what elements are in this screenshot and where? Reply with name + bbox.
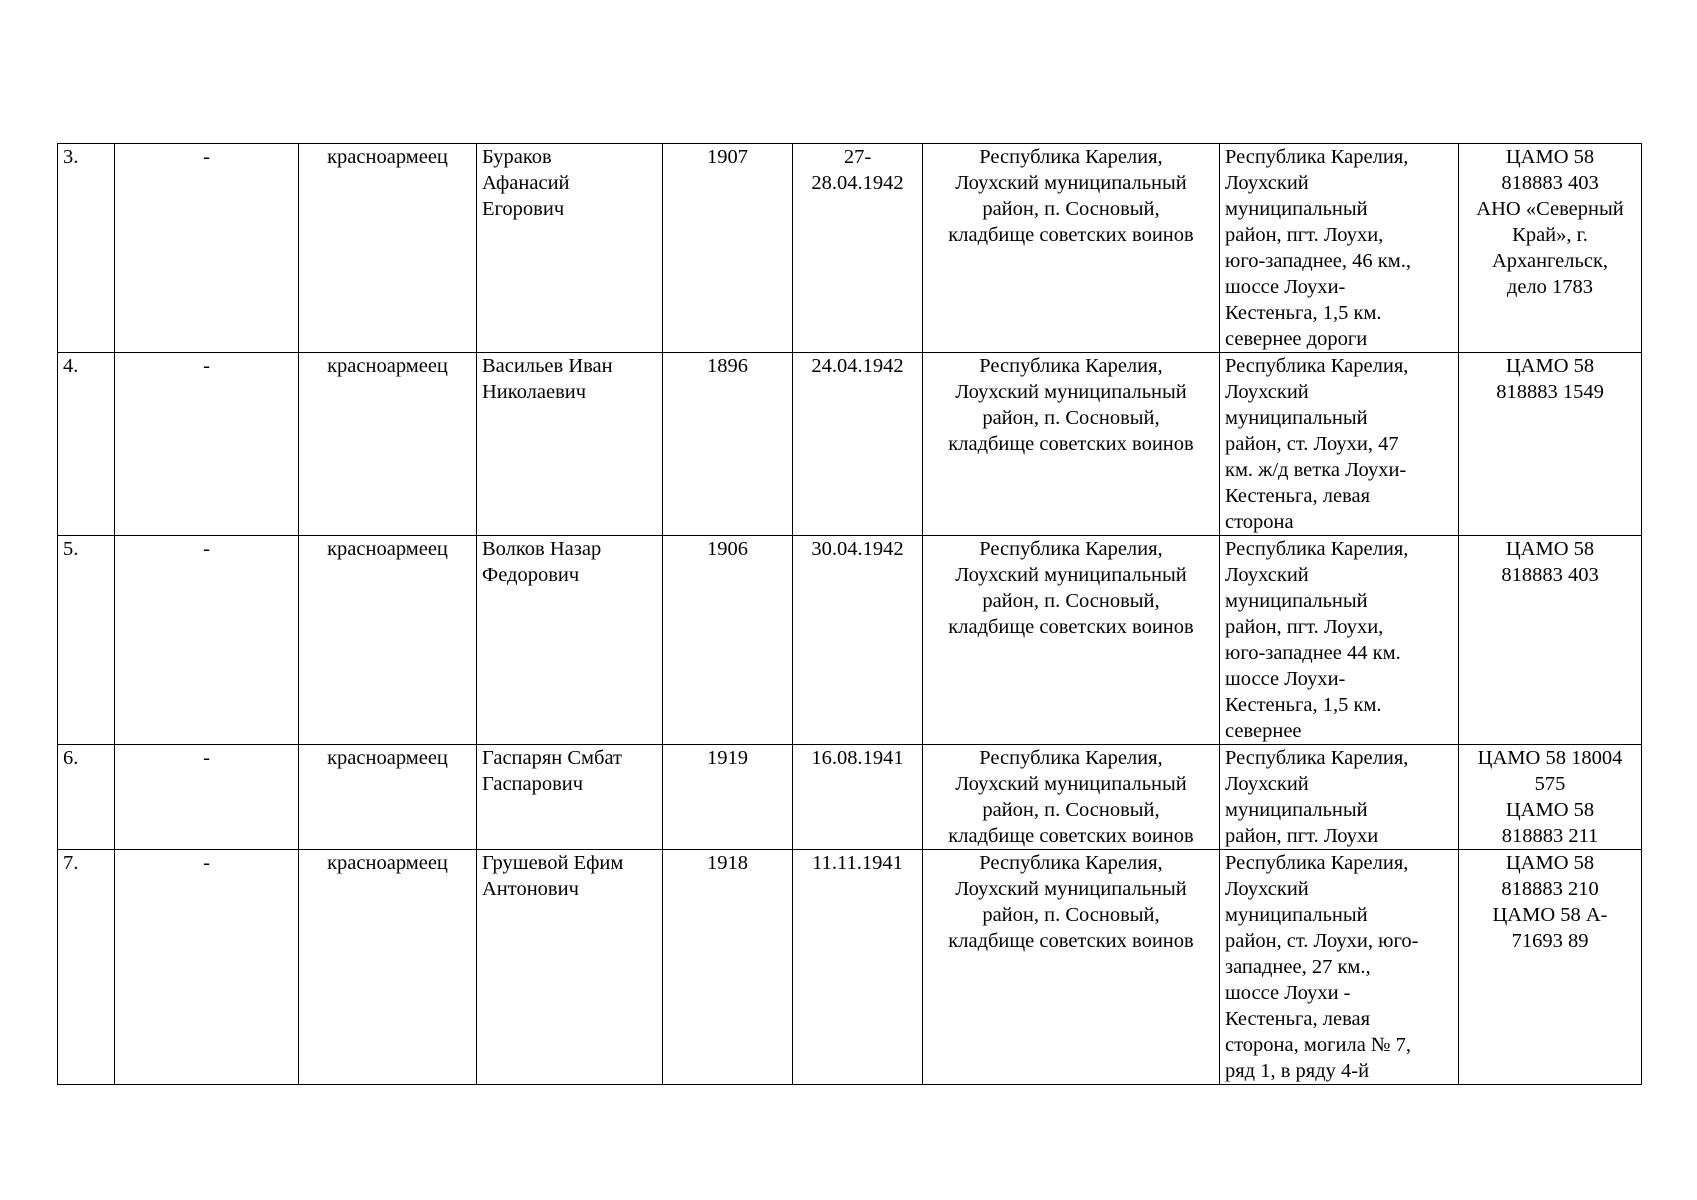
primary-burial-place-line: Кестеньга, 1,5 км.: [1225, 302, 1382, 324]
burial-place-line: Республика Карелия,: [979, 538, 1163, 560]
row-number-cell: [58, 536, 115, 745]
death-date-cell: [793, 850, 923, 1085]
primary-burial-place-line: Республика Карелия,: [1225, 852, 1409, 874]
death-date-line: 27-: [843, 146, 872, 168]
primary-burial-place-line: км. ж/д ветка Лоухи-: [1225, 459, 1407, 481]
table-row: [58, 536, 1642, 745]
primary-burial-place-cell: [1220, 536, 1459, 745]
burial-place-line: район, п. Сосновый,: [982, 407, 1160, 429]
source-line: 818883 403: [1501, 564, 1599, 586]
burial-place-cell: [923, 745, 1220, 850]
row-number-text: 3.: [63, 146, 79, 168]
dash-text: -: [203, 355, 210, 377]
primary-burial-place-line: Лоухский: [1225, 381, 1309, 403]
primary-burial-place-cell: [1220, 144, 1459, 353]
birth-year-cell: [663, 850, 793, 1085]
rank-cell: [299, 536, 477, 745]
full-name-line: Гаспарович: [482, 773, 584, 795]
source-line: 818883 210: [1501, 878, 1599, 900]
death-date-line: 30.04.1942: [811, 538, 904, 560]
source-cell: [1459, 144, 1642, 353]
full-name-line: Волков Назар: [482, 538, 602, 560]
burial-place-line: Республика Карелия,: [979, 852, 1163, 874]
burial-place-line: кладбище советских воинов: [948, 825, 1194, 847]
source-cell: [1459, 353, 1642, 536]
primary-burial-place-line: район, ст. Лоухи, 47: [1225, 433, 1399, 455]
primary-burial-place-line: муниципальный: [1225, 407, 1368, 429]
source-line: ЦАМО 58: [1505, 799, 1595, 821]
full-name-cell: [477, 850, 663, 1085]
source-line: дело 1783: [1506, 276, 1594, 298]
burial-registry-table: [57, 143, 1642, 1085]
primary-burial-place-line: юго-западнее, 46 км.,: [1225, 250, 1411, 272]
dash-cell: [115, 144, 299, 353]
primary-burial-place-line: район, пгт. Лоухи,: [1225, 616, 1384, 638]
rank-cell: [299, 353, 477, 536]
burial-place-line: Лоухский муниципальный: [955, 878, 1187, 900]
source-cell: [1459, 850, 1642, 1085]
row-number-cell: [58, 353, 115, 536]
burial-place-line: Лоухский муниципальный: [955, 773, 1187, 795]
burial-place-line: Лоухский муниципальный: [955, 381, 1187, 403]
full-name-line: Николаевич: [482, 381, 587, 403]
burial-place-line: Лоухский муниципальный: [955, 564, 1187, 586]
burial-place-cell: [923, 144, 1220, 353]
primary-burial-place-line: Республика Карелия,: [1225, 355, 1409, 377]
death-date-line: 11.11.1941: [812, 852, 903, 874]
source-line: ЦАМО 58: [1505, 538, 1595, 560]
burial-place-line: район, п. Сосновый,: [982, 904, 1160, 926]
source-line: ЦАМО 58 А-: [1492, 904, 1608, 926]
full-name-line: Афанасий: [482, 172, 570, 194]
dash-text: -: [203, 146, 210, 168]
full-name-cell: [477, 353, 663, 536]
primary-burial-place-line: севернее дороги: [1225, 328, 1368, 350]
table-row: [58, 144, 1642, 353]
birth-year-text: 1919: [707, 747, 748, 769]
primary-burial-place-line: Лоухский: [1225, 564, 1309, 586]
burial-place-line: Республика Карелия,: [979, 355, 1163, 377]
primary-burial-place-line: муниципальный: [1225, 799, 1368, 821]
primary-burial-place-line: юго-западнее 44 км.: [1225, 642, 1401, 664]
death-date-line: 24.04.1942: [811, 355, 904, 377]
dash-cell: [115, 536, 299, 745]
birth-year-cell: [663, 144, 793, 353]
source-cell: [1459, 536, 1642, 745]
source-line: 818883 1549: [1496, 381, 1604, 403]
source-line: 818883 403: [1501, 172, 1599, 194]
primary-burial-place-line: район, пгт. Лоухи: [1225, 825, 1379, 847]
rank-cell: [299, 144, 477, 353]
burial-place-cell: [923, 536, 1220, 745]
birth-year-text: 1918: [707, 852, 748, 874]
burial-place-line: район, п. Сосновый,: [982, 799, 1160, 821]
rank-text: красноармеец: [327, 852, 448, 874]
primary-burial-place-cell: [1220, 745, 1459, 850]
full-name-line: Федорович: [482, 564, 580, 586]
primary-burial-place-line: Республика Карелия,: [1225, 538, 1409, 560]
death-date-line: 16.08.1941: [811, 747, 904, 769]
rank-text: красноармеец: [327, 355, 448, 377]
full-name-line: Антонович: [482, 878, 579, 900]
birth-year-text: 1907: [707, 146, 748, 168]
death-date-line: 28.04.1942: [811, 172, 904, 194]
full-name-line: Бураков: [482, 146, 552, 168]
primary-burial-place-line: район, пгт. Лоухи,: [1225, 224, 1384, 246]
dash-cell: [115, 353, 299, 536]
dash-cell: [115, 850, 299, 1085]
source-line: АНО «Северный: [1476, 198, 1624, 220]
rank-cell: [299, 850, 477, 1085]
primary-burial-place-cell: [1220, 850, 1459, 1085]
primary-burial-place-line: Лоухский: [1225, 773, 1309, 795]
primary-burial-place-line: муниципальный: [1225, 904, 1368, 926]
dash-text: -: [203, 538, 210, 560]
burial-place-line: Лоухский муниципальный: [955, 172, 1187, 194]
row-number-text: 6.: [63, 747, 79, 769]
primary-burial-place-line: западнее, 27 км.,: [1225, 956, 1371, 978]
birth-year-text: 1896: [707, 355, 748, 377]
primary-burial-place-line: шоссе Лоухи-: [1225, 668, 1346, 690]
death-date-cell: [793, 144, 923, 353]
source-line: ЦАМО 58: [1505, 355, 1595, 377]
full-name-line: Васильев Иван: [482, 355, 613, 377]
primary-burial-place-line: Кестеньга, левая: [1225, 1008, 1371, 1030]
burial-place-line: кладбище советских воинов: [948, 616, 1194, 638]
death-date-cell: [793, 536, 923, 745]
dash-text: -: [203, 747, 210, 769]
burial-place-line: кладбище советских воинов: [948, 433, 1194, 455]
source-line: ЦАМО 58: [1505, 146, 1595, 168]
full-name-cell: [477, 536, 663, 745]
primary-burial-place-line: муниципальный: [1225, 590, 1368, 612]
death-date-cell: [793, 353, 923, 536]
table-row: [58, 353, 1642, 536]
table-row: [58, 850, 1642, 1085]
full-name-line: Гаспарян Смбат: [482, 747, 622, 769]
dash-cell: [115, 745, 299, 850]
row-number-cell: [58, 144, 115, 353]
source-line: ЦАМО 58: [1505, 852, 1595, 874]
full-name-cell: [477, 144, 663, 353]
birth-year-cell: [663, 745, 793, 850]
primary-burial-place-line: ряд 1, в ряду 4-й: [1225, 1060, 1370, 1082]
rank-text: красноармеец: [327, 146, 448, 168]
primary-burial-place-line: сторона: [1225, 511, 1294, 533]
primary-burial-place-line: севернее: [1225, 720, 1302, 742]
burial-place-line: Республика Карелия,: [979, 747, 1163, 769]
primary-burial-place-line: район, ст. Лоухи, юго-: [1225, 930, 1419, 952]
full-name-line: Егорович: [482, 198, 565, 220]
row-number-text: 4.: [63, 355, 79, 377]
burial-place-cell: [923, 850, 1220, 1085]
rank-cell: [299, 745, 477, 850]
burial-place-line: кладбище советских воинов: [948, 224, 1194, 246]
primary-burial-place-line: Лоухский: [1225, 172, 1309, 194]
source-line: ЦАМО 58 18004: [1477, 747, 1623, 769]
source-line: 818883 211: [1501, 825, 1599, 847]
birth-year-cell: [663, 353, 793, 536]
burial-place-line: кладбище советских воинов: [948, 930, 1194, 952]
table-row: [58, 745, 1642, 850]
primary-burial-place-line: шоссе Лоухи-: [1225, 276, 1346, 298]
burial-place-line: район, п. Сосновый,: [982, 198, 1160, 220]
source-cell: [1459, 745, 1642, 850]
primary-burial-place-line: Республика Карелия,: [1225, 747, 1409, 769]
birth-year-cell: [663, 536, 793, 745]
source-line: 575: [1534, 773, 1566, 795]
row-number-cell: [58, 745, 115, 850]
rank-text: красноармеец: [327, 747, 448, 769]
full-name-cell: [477, 745, 663, 850]
dash-text: -: [203, 852, 210, 874]
row-number-cell: [58, 850, 115, 1085]
source-line: Край», г.: [1512, 224, 1588, 246]
primary-burial-place-cell: [1220, 353, 1459, 536]
death-date-cell: [793, 745, 923, 850]
burial-place-cell: [923, 353, 1220, 536]
burial-place-line: район, п. Сосновый,: [982, 590, 1160, 612]
birth-year-text: 1906: [707, 538, 748, 560]
primary-burial-place-line: Кестеньга, 1,5 км.: [1225, 694, 1382, 716]
primary-burial-place-line: муниципальный: [1225, 198, 1368, 220]
primary-burial-place-line: сторона, могила № 7,: [1225, 1034, 1411, 1056]
source-line: 71693 89: [1511, 930, 1589, 952]
row-number-text: 5.: [63, 538, 79, 560]
primary-burial-place-line: шоссе Лоухи -: [1225, 982, 1351, 1004]
primary-burial-place-line: Лоухский: [1225, 878, 1309, 900]
primary-burial-place-line: Республика Карелия,: [1225, 146, 1409, 168]
registry-body: [58, 144, 1642, 1085]
rank-text: красноармеец: [327, 538, 448, 560]
burial-place-line: Республика Карелия,: [979, 146, 1163, 168]
full-name-line: Грушевой Ефим: [482, 852, 624, 874]
row-number-text: 7.: [63, 852, 79, 874]
source-line: Архангельск,: [1491, 250, 1609, 272]
primary-burial-place-line: Кестеньга, левая: [1225, 485, 1371, 507]
